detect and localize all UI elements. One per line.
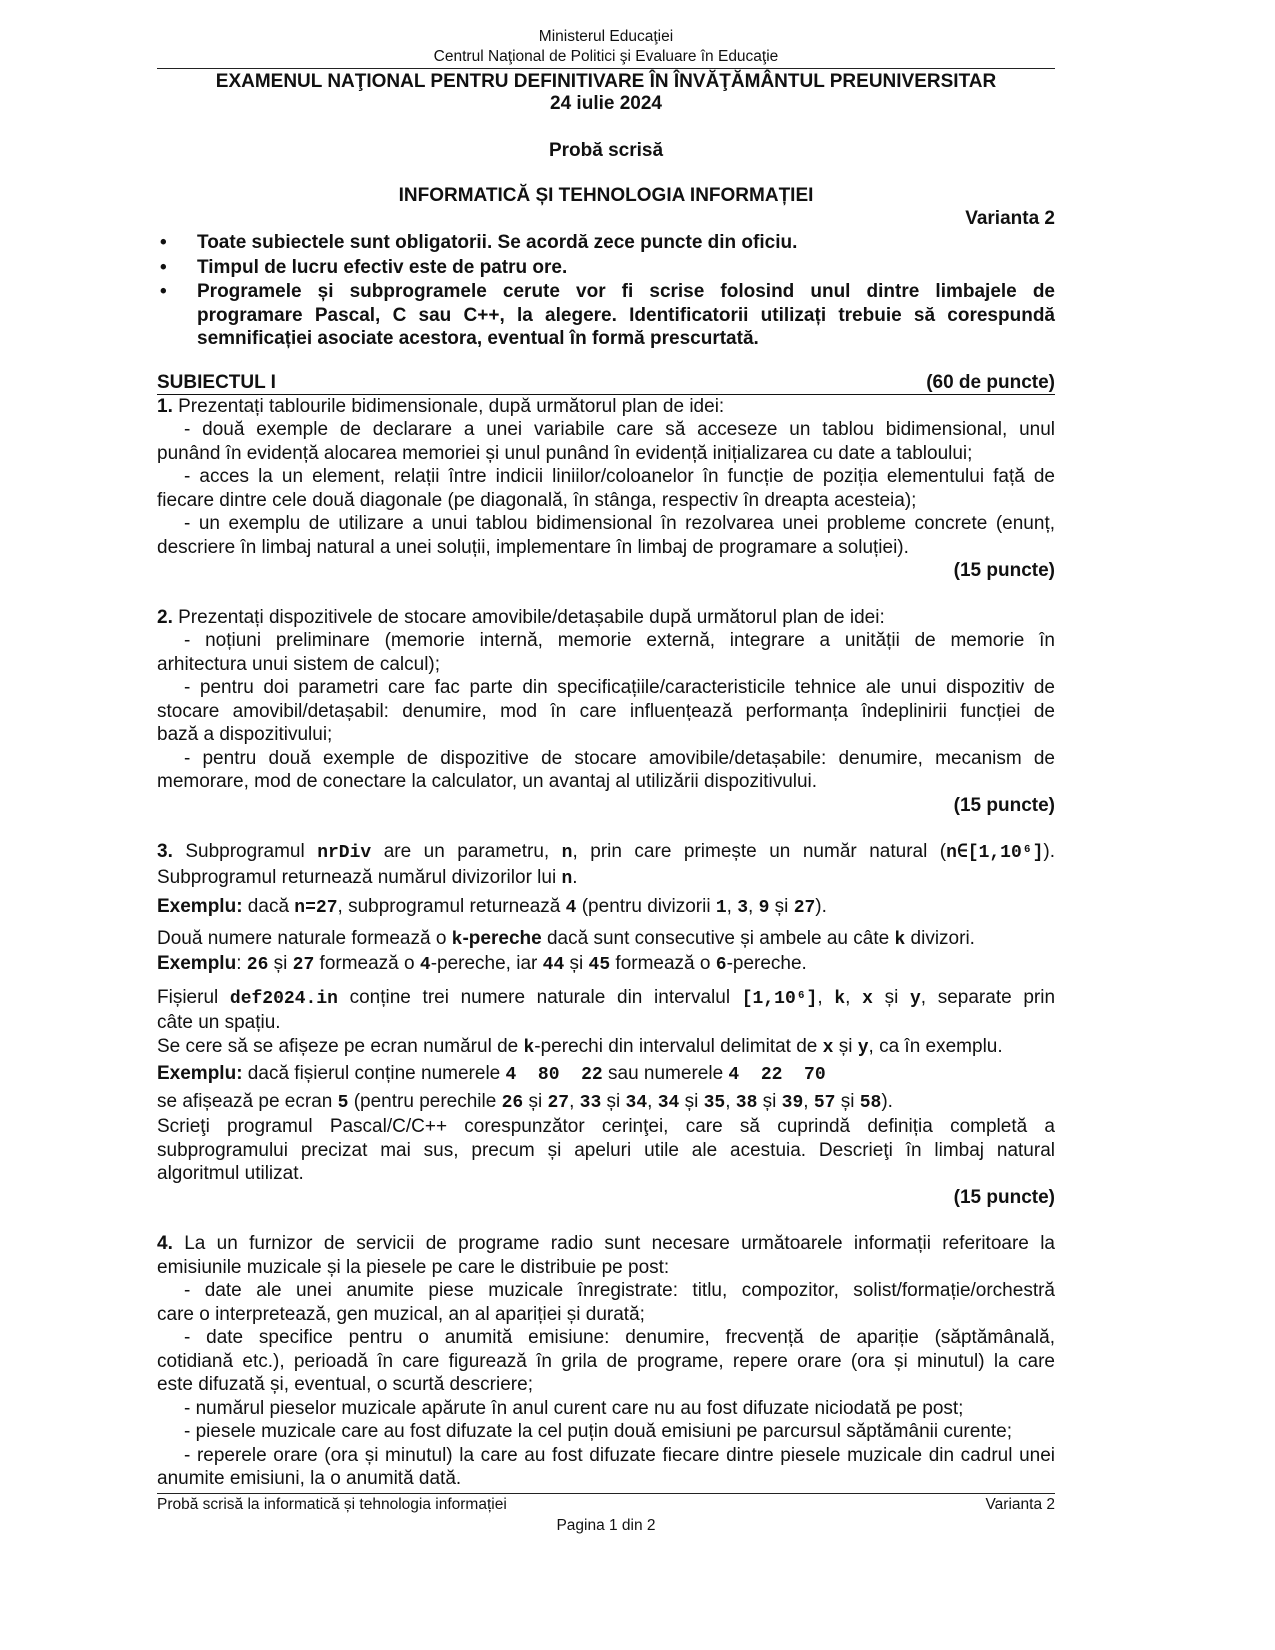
code-text: n∈[1,10⁶] [946,843,1044,863]
text-line [157,1115,1055,1139]
text-run: , ca în exemplu. [868,1035,1003,1057]
page-footer [157,1493,1055,1535]
text-line [157,952,1055,978]
paragraph [157,986,1055,1035]
paragraph [157,465,1055,512]
text-run: Timpul de lucru efectiv este de patru ore. [197,256,568,278]
text-line [157,840,1055,866]
code-text: n [561,843,573,863]
text-line [157,395,1055,419]
text-run: punând în evidență alocarea memoriei și unul punând în evidență inițializarea cu date a tabloului; [157,442,973,464]
text-run: este difuzată și, eventual, o scurtă descriere; [157,1374,533,1395]
text-run: Două numere naturale formează o [157,927,452,949]
text-line [197,256,1055,280]
code-text: 6 [715,955,727,975]
test-type: Probă scrisă [548,140,664,161]
text-line [157,489,1055,513]
code-text: 58 [859,1092,882,1113]
text-line [197,280,1055,304]
text-run: -pereche. [726,953,807,974]
text-line [157,465,1055,489]
bullet-icon: • [160,256,167,278]
text-line [157,723,1055,747]
section-points: (60 de puncte) [926,371,1055,393]
text-block [197,280,1055,351]
text-run: algoritmul utilizat. [157,1163,304,1184]
text-run: Subprogramul returnează numărul divizorilor lui [157,866,562,888]
code-text: 35 [703,1092,726,1113]
text-run: - două exemple de declarare a unei variabile care să acceseze un tablou bidimensional, unul [184,419,1055,440]
question-4 [157,1232,1055,1491]
question-text [157,1232,1055,1491]
paragraph [157,840,1055,891]
text-line [157,1303,1055,1327]
text-run: ). [815,896,827,917]
paragraph [157,952,1055,978]
text-run: câte un spațiu. [157,1012,281,1033]
ministry-name: Ministerul Educaţiei [538,28,674,45]
bold-text: Exemplu [157,953,237,974]
bullet-icon: • [160,281,167,302]
text-run: , [803,1090,814,1112]
text-run: . [572,866,578,888]
question-points: (15 puncte) [953,560,1055,581]
text-run: ). [881,1090,893,1112]
paragraph [157,1062,1055,1088]
text-run: anumite emisiuni, la o anumită dată. [157,1468,462,1489]
paragraph [157,512,1055,559]
text-run: programare Pascal, C sau C++, la alegere. Identificatorii utilizați trebuie să corespundă [197,304,1055,326]
text-run: - date ale unei anumite piese muzicale înregistrate: titlu, compozitor, solist/formație/orchestră [184,1280,1055,1301]
text-line [157,442,1055,466]
code-text: 4 [565,898,577,918]
text-run: , [647,1090,658,1112]
header-rule [157,68,1055,69]
paragraph [157,747,1055,794]
text-line [157,1350,1055,1374]
text-run: - numărul pieselor muzicale apărute în anul curent care nu au fost difuzate niciodată pe post; [184,1397,964,1419]
code-text: y [909,988,921,1009]
question-text [157,395,1055,560]
question-3 [157,840,1055,1209]
text-line [157,536,1055,560]
paragraph [157,1444,1055,1491]
code-text: 34 [657,1092,680,1113]
code-text: 57 [813,1092,836,1113]
question-points: (15 puncte) [953,794,1055,816]
footer-left: Probă scrisă la informatică și tehnologia informației [157,1496,507,1513]
paragraph [157,676,1055,747]
bold-text: Exemplu: [157,896,243,917]
text-run: Toate subiectele sunt obligatorii. Se acordă zece puncte din oficiu. [197,232,798,253]
text-run: stocare amovibil/detașabil: denumire, mod în care influențează performanța îndeplinirii funcției de [157,700,1055,722]
text-run: și [268,953,293,974]
exam-title: EXAMENUL NAŢIONAL PENTRU DEFINITIVARE ÎN ÎNVĂŢĂMÂNTUL PREUNIVERSITAR [215,71,997,92]
code-text: 5 [337,1092,349,1113]
text-run: - noțiuni preliminare (memorie internă, memorie externă, integrare a unității de memorie în [184,630,1055,651]
code-text: k [894,929,906,950]
paragraph [157,1115,1055,1186]
footer-variant: Varianta 2 [985,1496,1055,1513]
text-run: - date specifice pentru o anumită emisiune: denumire, frecvență de apariție (săptămânală, [184,1327,1055,1348]
text-run: -pereche, iar [430,953,543,974]
text-line [157,629,1055,653]
text-line [157,895,1055,921]
paragraph [157,927,1055,953]
code-text: 27 [793,898,816,918]
instructions-list [160,231,1055,351]
text-line [157,986,1055,1012]
text-run: Programele și subprogramele cerute vor fi scrise folosind unul dintre limbajele de [197,281,1055,302]
text-run: și [679,1090,704,1112]
paragraph [157,418,1055,465]
code-text: k [451,929,463,950]
text-run: La un furnizor de servicii de programe radio sunt necesare următoarele informații referitoare la [172,1233,1055,1254]
text-run: dacă sunt consecutive și ambele au câte [541,927,895,949]
instruction-item [160,231,1055,255]
text-line [157,1256,1055,1280]
text-block [197,231,1055,255]
bold-text: 1. [157,395,173,417]
text-run: -perechi din intervalul delimitat de [534,1035,823,1057]
text-run: dacă fișierul conține numerele [242,1063,506,1084]
text-run: semnificației asociate acestora, eventual în formă prescurtată. [197,328,759,349]
text-run: : [236,953,247,974]
text-run: subprogramului precizat mai sus, precum și apeluri utile ale acestuia. Descrieţi în limbaj natural [157,1139,1055,1161]
paragraph [157,895,1055,921]
text-run: Se cere să se afișeze pe ecran numărul de [157,1035,524,1057]
text-run: formează o [610,953,716,974]
text-run: , [726,896,738,917]
code-text: 4 22 70 [728,1065,826,1085]
paragraph [157,629,1055,676]
bold-text: Exemplu: [157,1063,243,1084]
text-run: , [748,896,759,917]
bold-text: 2. [157,606,173,628]
text-line [157,1035,1055,1061]
code-text: k [834,988,846,1009]
code-text: 39 [781,1092,804,1113]
code-text: 34 [625,1092,648,1113]
text-line [157,1373,1055,1397]
bold-text: 4. [157,1233,173,1254]
code-text: 38 [735,1092,758,1113]
text-run: descriere în limbaj natural a unei soluții, implementare în limbaj de programare a soluției). [157,536,909,558]
text-line [157,512,1055,536]
text-run: - un exemplu de utilizare a unui tablou bidimensional în rezolvarea unei probleme concrete (enunț, [184,513,1055,534]
text-run: și [601,1090,626,1112]
text-line [157,606,1055,630]
text-run: - piesele muzicale care au fost difuzate la cel puțin două emisiuni pe parcursul săptămânii curente; [184,1421,1013,1442]
text-run: și [769,896,794,917]
text-line [197,327,1055,351]
text-run: Prezentați dispozitivele de stocare amovibile/detașabile după următorul plan de idei: [172,606,885,628]
text-block [197,256,1055,280]
code-text: 26 [501,1092,524,1113]
text-line [157,1139,1055,1163]
instruction-item [160,256,1055,280]
text-line [157,927,1055,953]
text-run: care o interpretează, gen muzical, an al apariției și durată; [157,1303,645,1325]
text-run: dacă [242,896,295,917]
text-run: Prezentați tablourile bidimensionale, după următorul plan de idei: [172,395,725,417]
code-text: 4 [419,955,431,975]
text-run: memorare, mod de conectare la calculator, un avantaj al utilizării dispozitivului. [157,771,818,792]
text-run: divizori. [905,927,975,949]
text-run: , [845,986,863,1008]
section-title: SUBIECTUL I [157,371,276,393]
text-line [157,1467,1055,1491]
text-run: și [523,1090,548,1112]
bullet-icon: • [160,232,167,253]
exam-page [157,0,1055,1491]
paragraph [157,1397,1055,1421]
text-run: , separate prin [920,986,1056,1008]
text-line [157,653,1055,677]
center-name: Centrul Naţional de Politici şi Evaluare în Educaţie [433,48,779,65]
paragraph [157,1232,1055,1279]
text-line [157,418,1055,442]
subject-title: INFORMATICĂ ȘI TEHNOLOGIA INFORMAȚIEI [398,185,814,206]
text-run: , [725,1090,736,1112]
text-run: și [757,1090,782,1112]
text-line [157,1279,1055,1303]
text-line [157,1011,1055,1035]
text-run: se afișează pe ecran [157,1090,338,1112]
text-run: , [817,986,835,1008]
text-run: și [833,1035,858,1057]
text-run: conține trei numere naturale din intervalul [337,986,742,1008]
text-line [157,676,1055,700]
bold-text: -pereche [462,927,542,949]
code-text: 44 [542,955,565,975]
text-run: Scrieţi programul Pascal/C/C++ corespunzător cerinţei, care să cuprindă definiția completă a [157,1116,1055,1137]
text-run: ). [1043,841,1056,862]
text-line [157,770,1055,794]
instruction-item [160,280,1055,351]
question-text [157,840,1055,1186]
question-points: (15 puncte) [953,1186,1055,1208]
code-text: n [561,868,573,889]
paragraph [157,1279,1055,1326]
text-line [157,866,1055,892]
code-text: 27 [547,1092,570,1113]
text-run: - pentru doi parametri care fac parte din specificațiile/caracteristicile tehnice ale unui dispozitiv de [184,677,1055,698]
text-run: - reperele orare (ora și minutul) la care au fost difuzate fiecare dintre piesele muzicale din cadrul unei [184,1444,1055,1466]
paragraph [157,606,1055,630]
text-line [157,1326,1055,1350]
text-line [157,1232,1055,1256]
text-run: arhitectura unui sistem de calcul); [157,653,441,675]
page-number: Pagina 1 din 2 [556,1517,656,1534]
code-text: 3 [737,898,749,918]
paragraph [157,395,1055,419]
text-run: Subprogramul [172,841,318,862]
text-line [157,747,1055,771]
text-line [157,1397,1055,1421]
text-run: sau numerele [602,1063,729,1084]
text-line [157,1444,1055,1468]
paragraph [157,1035,1055,1061]
text-run: emisiunile muzicale și la piesele pe care le distribuie pe post: [157,1256,670,1278]
paragraph [157,1326,1055,1397]
code-text: def2024.in [229,988,338,1009]
text-line [157,1090,1055,1116]
text-run: - pentru două exemple de dispozitive de stocare amovibile/detașabile: denumire, mecanism de [184,747,1055,769]
text-run: , subprogramul returnează [337,896,566,917]
code-text: 26 [246,955,269,975]
text-line [157,1162,1055,1186]
text-run: Fișierul [157,986,230,1008]
text-line [197,231,1055,255]
text-run: și [872,986,910,1008]
code-text: nrDiv [317,843,372,863]
text-run: cotidiană etc.), perioadă în care figurează în grila de programe, repere orare (ora și minutul) la care [157,1350,1055,1372]
code-text: 45 [588,955,611,975]
text-line [157,1420,1055,1444]
paragraph [157,1420,1055,1444]
text-run: fiecare dintre cele două diagonale (pe diagonală, în stânga, respectiv în dreapta acesteia); [157,489,917,511]
code-text: x [822,1037,834,1058]
text-run: și [835,1090,860,1112]
question-2 [157,606,1055,818]
exam-date: 24 iulie 2024 [550,93,662,114]
code-text: y [857,1037,869,1058]
text-run: , [569,1090,580,1112]
text-run: formează o [314,953,420,974]
code-text: n=27 [294,898,338,918]
variant-label: Varianta 2 [965,208,1055,229]
text-line [197,304,1055,328]
paragraph [157,1090,1055,1116]
text-run: , prin care primește un număr natural ( [572,841,947,862]
text-line [157,1062,1055,1088]
text-run: - acces la un element, relații între indicii liniilor/coloanelor în funcție de poziția elementului față de [184,466,1055,487]
text-run: și [564,953,589,974]
section-header [157,372,1055,395]
text-run: (pentru divizorii [576,896,716,917]
code-text: 1 [715,898,727,918]
bold-text: 3. [157,841,173,862]
code-text: [1,10⁶] [741,988,818,1009]
question-1 [157,395,1055,583]
question-text [157,606,1055,794]
text-run: are un parametru, [371,841,562,862]
code-text: 27 [292,955,315,975]
code-text: x [862,988,873,1009]
text-line [157,700,1055,724]
code-text: k [523,1037,535,1058]
code-text: 4 80 22 [505,1065,603,1085]
text-run: (pentru perechile [348,1090,502,1112]
text-run: bază a dispozitivului; [157,724,333,745]
code-text: 9 [758,898,770,918]
code-text: 33 [579,1092,602,1113]
